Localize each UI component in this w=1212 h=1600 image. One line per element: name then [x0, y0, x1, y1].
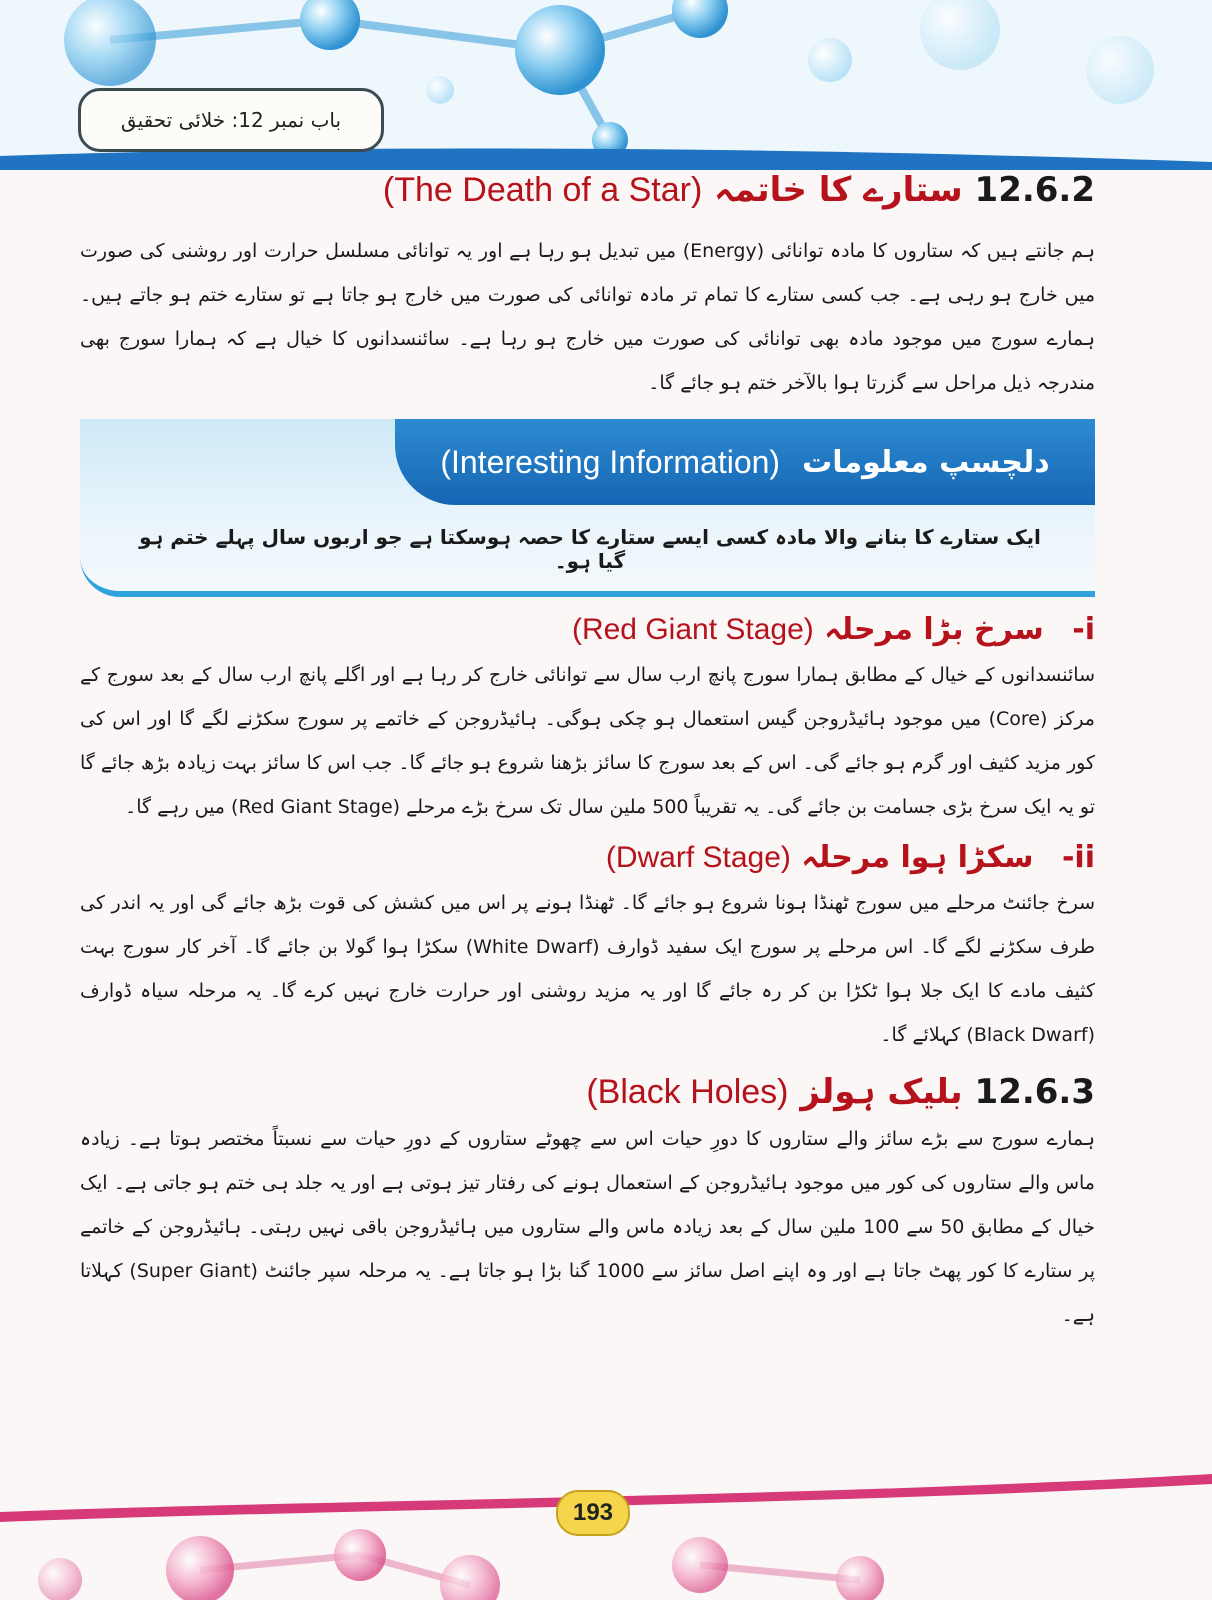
section-heading-black-holes: 12.6.3 بلیک ہولز (Black Holes) — [586, 1072, 1095, 1112]
paragraph-black-holes: ہمارے سورج سے بڑے سائز والے ستاروں کا دورِ حیات اس سے چھوٹے ستاروں کے دورِ حیات سے نسبتاً مختصر ہوتا ہے۔ زیادہ ماس والے ستاروں کی کور میں موجود ہائیڈروجن کے استعمال ہونے کی رفتار تیز ہوتی ہے اور یہ جلد ہی ختم ہو جاتی ہے۔ ایک خیال کے مطابق 50 سے 100 ملین سال کے بعد زیادہ ماس والے ستاروں میں ہائیڈروجن باقی نہیں رہتی۔ ہائیڈروجن کے خاتمے پر ستارے کا کور پھٹ جاتا ہے اور وہ اپنے اصل سائز سے 1000 گنا بڑا ہو جاتا ہے۔ یہ مرحلہ سپر جائنٹ (Super Giant) کہلاتا ہے۔ — [80, 1128, 1095, 1326]
info-box-text: ایک ستارے کا بنانے والا مادہ کسی ایسے ستارے کا حصہ ہوسکتا ہے جو اربوں سال پہلے ختم ہو گیا ہو۔ — [139, 525, 1041, 573]
chapter-label: باب نمبر 12: خلائی تحقیق — [78, 88, 384, 152]
page-number: 193 — [556, 1490, 630, 1536]
interesting-info-box — [80, 419, 1095, 601]
paragraph-dwarf: سرخ جائنٹ مرحلے میں سورج ٹھنڈا ہونا شروع ہو جائے گا۔ ٹھنڈا ہونے پر اس میں کشش کی قوت بڑھ جائے گی اور یہ اندر کی طرف سکڑنے لگے گا۔ اس مرحلے پر سورج ایک سفید ڈوارف (White Dwarf) سکڑا ہوا گولا بن جائے گا۔ آخر کار سورج بہت کثیف مادے کا ایک جلا ہوا ٹکڑا بن کر رہ جائے گا اور یہ مزید روشنی اور حرارت خارج نہیں کرے گا۔ یہ مرحلہ سیاہ ڈوارف (Black Dwarf) کہلائے گا۔ — [80, 892, 1095, 1046]
paragraph-death-of-star: ہم جانتے ہیں کہ ستاروں کا مادہ توانائی (Energy) میں تبدیل ہو رہا ہے اور یہ توانائی مسلسل حرارت اور روشنی کی صورت میں خارج ہو رہی ہے۔ جب کسی ستارے کا تمام تر مادہ توانائی کی صورت میں خارج ہو جاتا ہے تو ستارے ختم ہو جاتے ہیں۔ ہمارے سورج میں موجود مادہ بھی توانائی کی صورت میں خارج ہو رہا ہے۔ سائنسدانوں کا خیال ہے کہ ہمارا سورج بھی مندرجہ ذیل مراحل سے گزرتا ہوا بالآخر ختم ہو جائے گا۔ — [80, 240, 1095, 394]
section-heading-death-of-star: 12.6.2 ستارے کا خاتمہ (The Death of a Star) — [382, 170, 1095, 210]
paragraph-red-giant: سائنسدانوں کے خیال کے مطابق ہمارا سورج پانچ ارب سال سے توانائی خارج کر رہا ہے اور اگلے پانچ ارب سال کے بعد سورج کے مرکز (Core) میں موجود ہائیڈروجن گیس استعمال ہو چکی ہوگی۔ ہائیڈروجن کے خاتمے پر سورج سکڑنے لگے گا اور اس کی کور مزید کثیف اور گرم ہو جائے گی۔ اس کے بعد سورج کا سائز بڑھنا شروع ہو جائے گا۔ جب اس کا سائز بہت زیادہ بڑھ جائے گا تو یہ ایک سرخ بڑی جسامت بن جائے گی۔ یہ تقریباً 500 ملین سال تک سرخ بڑے مرحلے (Red Giant Stage) میں رہے گا۔ — [80, 664, 1095, 818]
info-box-title: دلچسپ معلومات (Interesting Information) — [395, 419, 1095, 505]
stage-heading-dwarf: ii- سکڑا ہوا مرحلہ (Dwarf Stage) — [605, 840, 1095, 875]
page-content — [80, 165, 1095, 1337]
stage-heading-red-giant: i- سرخ بڑا مرحلہ (Red Giant Stage) — [571, 612, 1095, 647]
